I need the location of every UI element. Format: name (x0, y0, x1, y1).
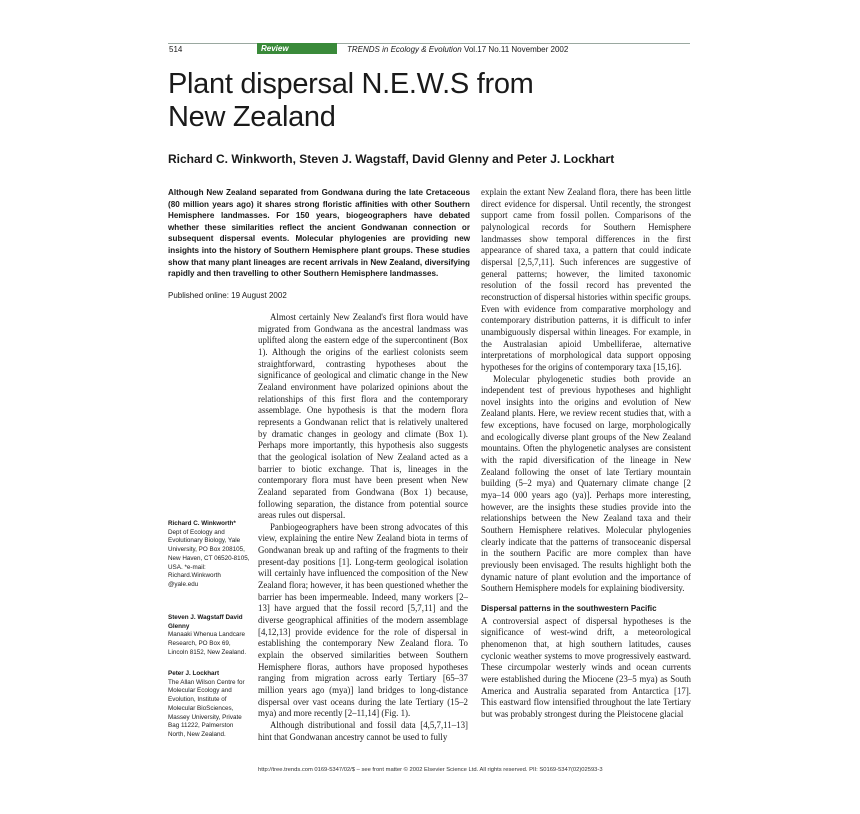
paragraph: Almost certainly New Zealand's first flora would have migrated from Gondwana as the ancestral landmass was uplifted along the eastern edge of the supercontinent (Box 1). Although the origins of the earliest colonists seem straightforward, contrasting hypotheses about the significance of geological and climatic change in the New Zealand environment have polarized opinions about the relationships of this first flora and the contemporary assemblage. One hypothesis is that the modern flora represents a Gondwanan relict that is relatively unaltered by dramatic changes in geology and climate (Box 1). Perhaps more importantly, this hypothesis also suggests that the geological isolation of New Zealand acted as a barrier to biotic exchange. That is, lineages in the contemporary flora must have been present when New Zealand separated from Gondwana (Box 1) because, following separation, the distance from potential source areas rules out dispersal. (258, 312, 468, 521)
affiliation-winkworth (168, 520, 250, 590)
affiliation-text: The Allan Wilson Centre for Molecular Ecology and Evolution, Institute of Molecular BioSciences, Massey University, Private Bag 11222, Palmerston North, New Zealand. (168, 678, 245, 738)
abstract: Although New Zealand separated from Gondwana during the late Cretaceous (80 million years ago) it shares strong floristic affinities with other Southern Hemisphere landmasses. For 150 years, biogeographers have debated whether these similarities reflect the ancient Gondwanan connection or subsequent dispersal events. Molecular phylogenies are providing new insights into the history of Southern Hemisphere plant groups. These studies show that many plant lineages are recent arrivals in New Zealand, diversifying rapidly and then travelling to other Southern Hemisphere landmasses. (168, 188, 470, 279)
article-title (168, 68, 688, 134)
title-line-2: New Zealand (168, 101, 336, 133)
published-date: Published online: 19 August 2002 (168, 291, 287, 300)
affiliation-wagstaff-glenny (168, 614, 250, 658)
paragraph: Panbiogeographers have been strong advocates of this view, explaining the entire New Zealand biota in terms of Gondwanan break up and rafting of the fragments to their present-day positions [1]. Long-term geological isolation will certainly have influenced the composition of the New Zealand flora; however, it has been questioned whether the barrier has been impermeable. Indeed, many workers [2–13] have argued that the fossil record [5,7,11] and the diverse geographical affinities of the modern assemblage [4,12,13] provide evidence for the role of dispersal in establishing the contemporary New Zealand flora. To explain the observed similarities between Southern Hemisphere floras, authors have proposed hypotheses ranging from migration across early Tertiary [65–37 million years ago (mya)] land bridges to long-distance dispersal over vast oceans during the late Tertiary (15–2 mya) and more recently [2–11,14] (Fig. 1). (258, 521, 468, 719)
affiliation-name: Peter J. Lockhart (168, 670, 220, 677)
paragraph: Molecular phylogenetic studies both provide an independent test of previous hypotheses and highlight novel insights into the origins and evolution of New Zealand plants. Here, we review recent studies that, with a few exceptions, have focused on large, morphologically and ecologically diverse plant groups of the New Zealand mountains. Often the phylogenetic analyses are consistent with the rapid diversification of the lineage in New Zealand following the onset of late Tertiary mountain building (5–2 mya) and Quaternary climate change [2 mya–14 000 years ago (ya)]. Perhaps more interesting, however, are the insights these studies provide into the relationships between the New Zealand taxa and their Southern Hemisphere relatives. Molecular phylogenies clearly indicate that the patterns of transoceanic dispersal in the southern Pacific are more complex than have previously been envisaged. The results highlight both the dynamic nature of plant evolution and the importance of Southern Hemisphere models for explaining biodiversity. (481, 373, 691, 594)
author-list: Richard C. Winkworth, Steven J. Wagstaff, David Glenny and Peter J. Lockhart (168, 152, 615, 166)
journal-info (347, 45, 568, 54)
journal-name: TRENDS in Ecology & Evolution (347, 45, 462, 54)
title-line-1: Plant dispersal N.E.W.S from (168, 68, 534, 100)
header-rule (168, 43, 690, 44)
journal-issue: Vol.17 No.11 November 2002 (463, 45, 569, 54)
affiliation-lockhart (168, 670, 250, 740)
affiliation-name: Richard C. Winkworth* (168, 520, 236, 527)
paragraph: Although distributional and fossil data [4,5,7,11–13] hint that Gondwanan ancestry cannot be used to fully (258, 719, 468, 742)
affiliation-name: Steven J. Wagstaff David Glenny (168, 614, 243, 630)
paragraph: explain the extant New Zealand flora, there has been little direct evidence for dispersal. Until recently, the strongest support came from fossil pollen. Comparisons of the palynological records for Southern Hemisphere landmasses show temporal differences in the first appearance of shared taxa, a pattern that could indicate dispersal [2,5,7,11]. Such inferences are suggestive of general patterns; however, the limited taxonomic resolution of the fossil record has prevented the reconstruction of dispersal histories within specific groups. Even with evidence from comparative morphology and contemporary distribution patterns, it is difficult to infer unambiguously dispersal within lineages. For example, in the Australasian apioid Umbelliferae, alternative interpretations of morphological data support opposing hypotheses for the origins of contemporary taxa [15,16]. (481, 187, 691, 372)
section-tag: Review (257, 43, 337, 54)
section-heading: Dispersal patterns in the southwestern Pacific (481, 603, 657, 613)
body-column-2 (481, 187, 691, 721)
affiliation-text: Manaaki Whenua Landcare Research, PO Box 69, Lincoln 8152, New Zealand. (168, 631, 247, 656)
page-number: 514 (169, 45, 183, 54)
body-column-1 (258, 312, 468, 743)
affiliation-text: Dept of Ecology and Evolutionary Biology, Yale University, PO Box 208105, New Haven, CT 06520-8105, USA. *e-mail: Richard.Winkworth @yale.edu (168, 528, 250, 588)
paragraph: A controversial aspect of dispersal hypotheses is the significance of west-wind drift, a meteorological phenomenon that, at high southern latitudes, causes cyclonic weather systems to move progressively eastward. These circumpolar westerly winds and ocean currents were established during the Miocene (23–5 mya) as South America and Australia separated from Antarctica [17]. This eastward flow intensified throughout the late Tertiary but was probably strongest during the Pleistocene glacial (481, 615, 691, 719)
page-footer: http://tree.trends.com 0169-5347/02/$ – see front matter © 2002 Elsevier Science Ltd. All rights reserved. PII: S0169-5347(02)02593-3 (258, 767, 603, 773)
